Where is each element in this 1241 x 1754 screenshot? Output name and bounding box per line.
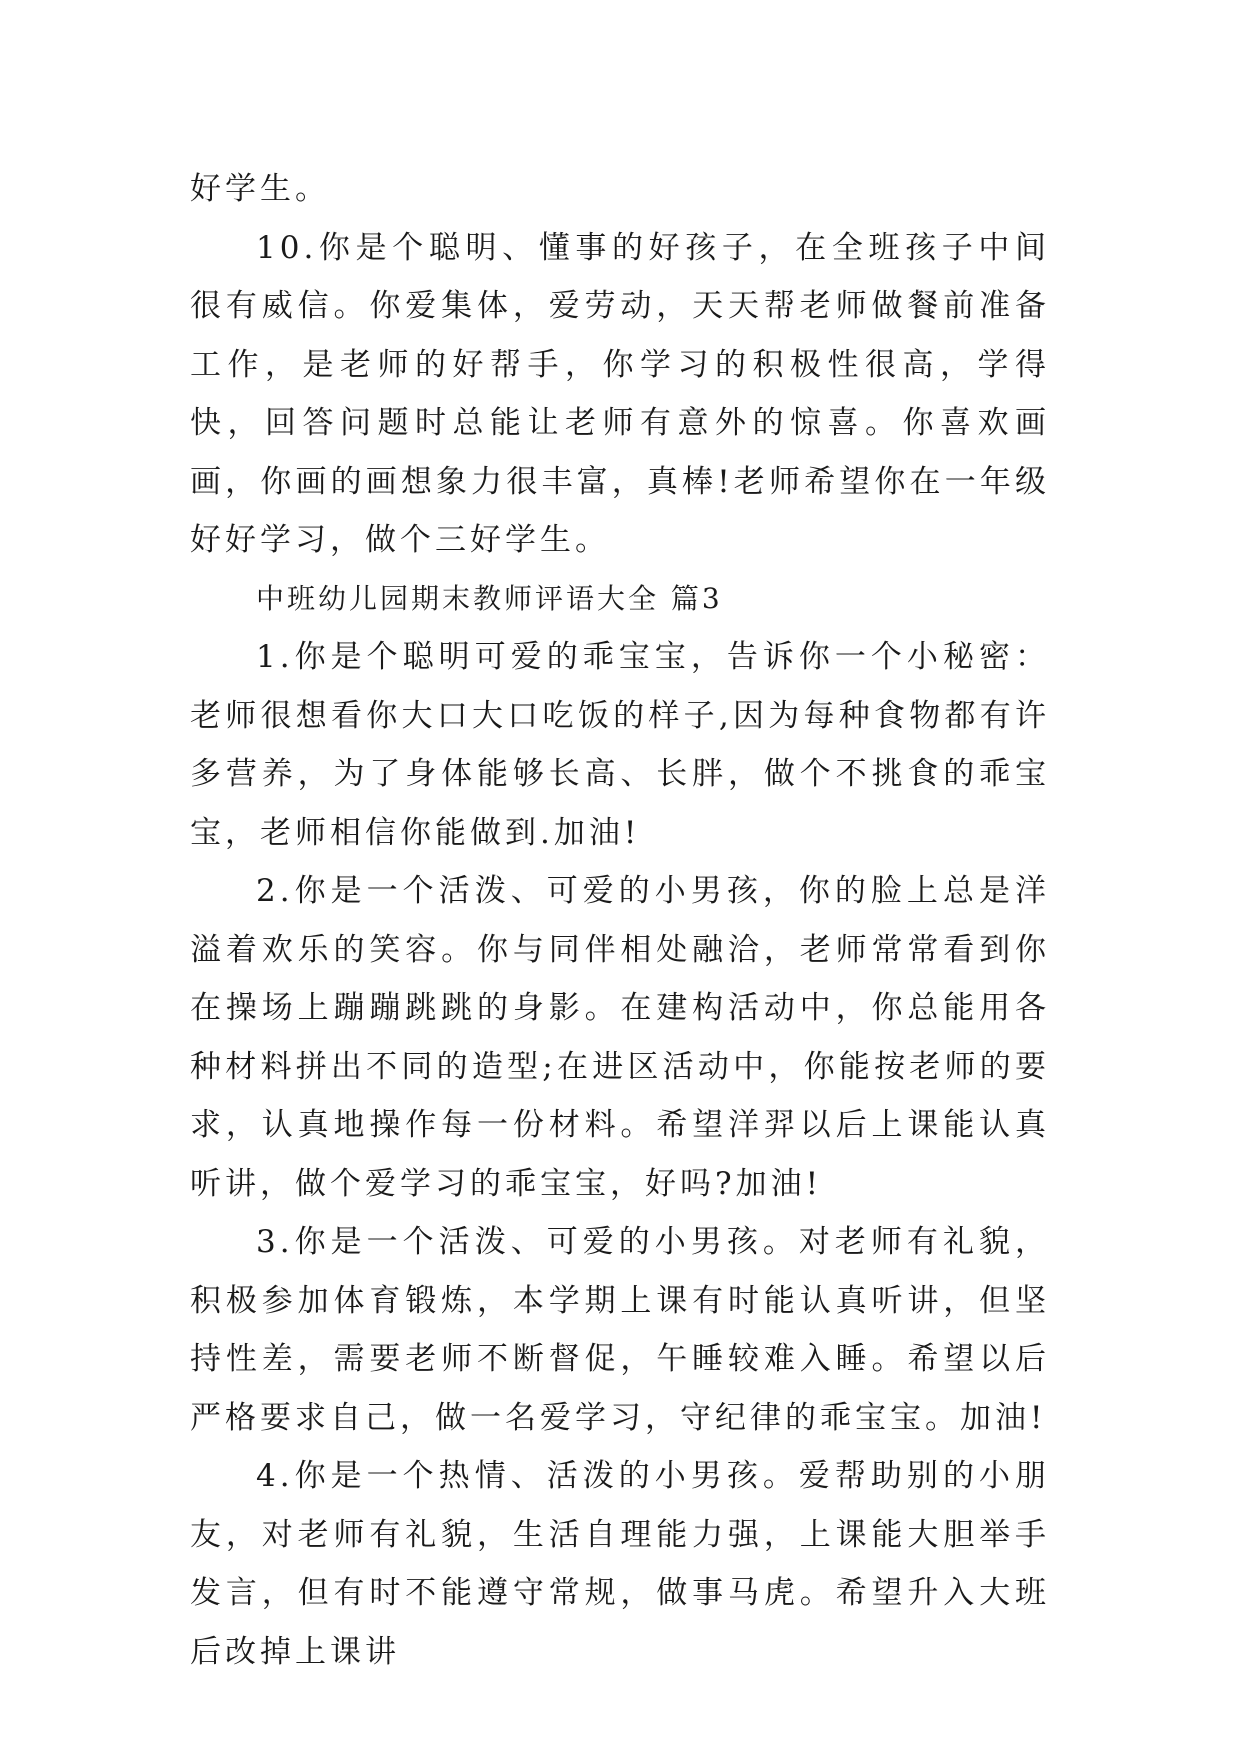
comment-paragraph-10: 10.你是个聪明、懂事的好孩子，在全班孩子中间很有威信。你爱集体，爱劳动，天天帮老师做餐前准备工作，是老师的好帮手，你学习的积极性很高，学得快，回答问题时总能让老师有意外的惊喜。你喜欢画画，你画的画想象力很丰富，真棒!老师希望你在一年级好好学习，做个三好学生。 [190, 229, 1050, 558]
comment-paragraph-2: 2.你是一个活泼、可爱的小男孩，你的脸上总是洋溢着欢乐的笑容。你与同伴相处融洽，老师常常看到你在操场上蹦蹦跳跳的身影。在建构活动中，你总能用各种材料拼出不同的造型;在进区活动中，你能按老师的要求，认真地操作每一份材料。希望洋羿以后上课能认真听讲，做个爱学习的乖宝宝，好吗?加油! [190, 873, 1050, 1202]
paragraph-continuation: 好学生。 [190, 171, 330, 207]
comment-paragraph-3: 3.你是一个活泼、可爱的小男孩。对老师有礼貌，积极参加体育锻炼，本学期上课有时能认真听讲，但坚持性差，需要老师不断督促，午睡较难入睡。希望以后严格要求自己，做一名爱学习，守纪律的乖宝宝。加油! [190, 1224, 1050, 1436]
section-heading: 中班幼儿园期末教师评语大全 篇3 [256, 581, 723, 615]
document-body [190, 160, 1050, 1681]
comment-paragraph-1: 1.你是个聪明可爱的乖宝宝，告诉你一个小秘密：老师很想看你大口大口吃饭的样子,因为每种食物都有许多营养，为了身体能够长高、长胖，做个不挑食的乖宝宝，老师相信你能做到.加油! [190, 639, 1050, 851]
comment-paragraph-4: 4.你是一个热情、活泼的小男孩。爱帮助别的小朋友，对老师有礼貌，生活自理能力强，上课能大胆举手发言，但有时不能遵守常规，做事马虎。希望升入大班后改掉上课讲 [190, 1458, 1050, 1670]
